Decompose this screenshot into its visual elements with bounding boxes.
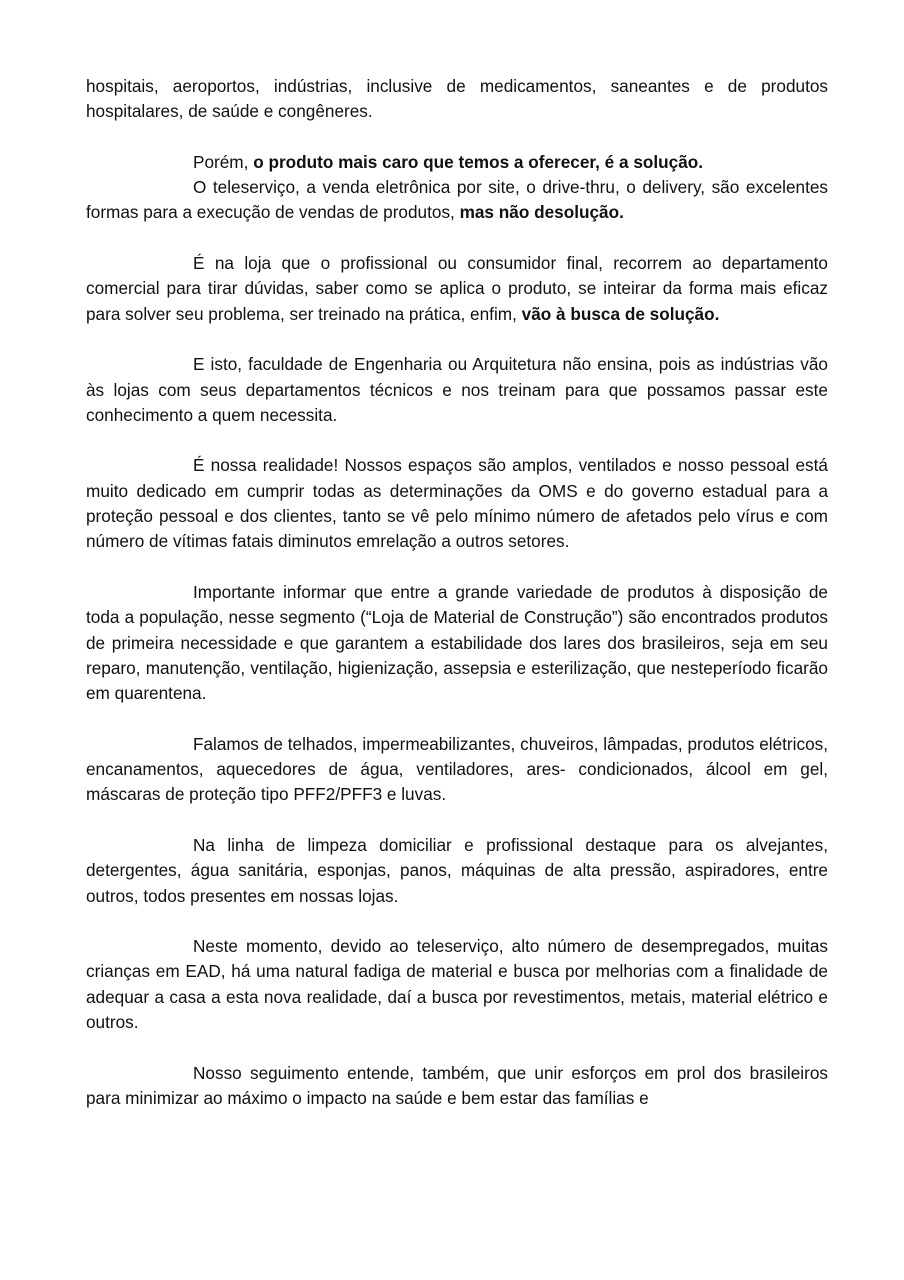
- text-run: Falamos de telhados, impermeabilizantes, chuveiros, lâmpadas, produtos elétricos, encanamentos, aquecedores de água, ventiladores, ares- condicionados, álcool em gel, máscaras de proteção tipo PFF2/PFF3 e luvas.: [86, 733, 828, 805]
- paragraph-p2: [86, 150, 828, 175]
- paragraph-p1: [86, 74, 828, 125]
- paragraph-p3: [86, 175, 828, 226]
- bold-text-run: mas não desolução.: [459, 202, 624, 223]
- document-page: [86, 74, 828, 1111]
- text-run: É nossa realidade! Nossos espaços são amplos, ventilados e nosso pessoal está muito dedicado em cumprir todas as determinações da OMS e do governo estadual para a proteção pessoal e dos clientes, tanto se vê pelo mínimo número de afetados pelo vírus e com número de vítimas fatais diminutos emrelação a outros setores.: [86, 455, 828, 552]
- text-run: É na loja que o profissional ou consumidor final, recorrem ao departamento comercial para tirar dúvidas, saber como se aplica o produto, se inteirar da forma mais eficaz para solver seu problema, ser treinado na prática, enfim,: [86, 253, 828, 324]
- paragraph-p9: [86, 833, 828, 909]
- paragraph-p5: [86, 352, 828, 428]
- text-run: Neste momento, devido ao teleserviço, alto número de desempregados, muitas crianças em EAD, há uma natural fadiga de material e busca por melhorias com a finalidade de adequar a casa a esta nova realidade, daí a busca por revestimentos, metais, material elétrico e outros.: [86, 936, 828, 1032]
- text-run: E isto, faculdade de Engenharia ou Arquitetura não ensina, pois as indústrias vão às lojas com seus departamentos técnicos e nos treinam para que possamos passar este conhecimento a quem necessita.: [86, 354, 828, 425]
- text-run: hospitais, aeroportos, indústrias, inclusive de medicamentos, saneantes e de produtos hospitalares, de saúde e congêneres.: [86, 76, 828, 122]
- text-run: Na linha de limpeza domiciliar e profissional destaque para os alvejantes, detergentes, água sanitária, esponjas, panos, máquinas de alta pressão, aspiradores, entre outros, todos presentes em nossas lojas.: [86, 834, 828, 906]
- bold-text-run: o produto mais caro que temos a oferecer, é a solução.: [253, 151, 704, 172]
- paragraph-p11: [86, 1061, 828, 1112]
- paragraph-p7: [86, 580, 828, 706]
- bold-text-run: vão à busca de solução.: [521, 303, 720, 324]
- paragraph-p6: [86, 453, 828, 554]
- paragraph-p8: [86, 732, 828, 808]
- text-run: Nosso seguimento entende, também, que unir esforços em prol dos brasileiros para minimizar ao máximo o impacto na saúde e bem estar das famílias e: [86, 1062, 828, 1108]
- text-run: Porém,: [193, 151, 254, 172]
- paragraph-p10: [86, 934, 828, 1035]
- text-run: O teleserviço, a venda eletrônica por site, o drive-thru, o delivery, são excelentes formas para a execução de vendas de produtos,: [86, 177, 828, 223]
- paragraph-p4: [86, 251, 828, 327]
- text-run: Importante informar que entre a grande variedade de produtos à disposição de toda a população, nesse segmento (“Loja de Material de Construção”) são encontrados produtos de primeira necessidade e que garantem a estabilidade dos lares dos brasileiros, seja em seu reparo, manutenção, ventilação, higienização, assepsia e esterilização, que nesteperíodo ficarão em quarentena.: [86, 581, 828, 704]
